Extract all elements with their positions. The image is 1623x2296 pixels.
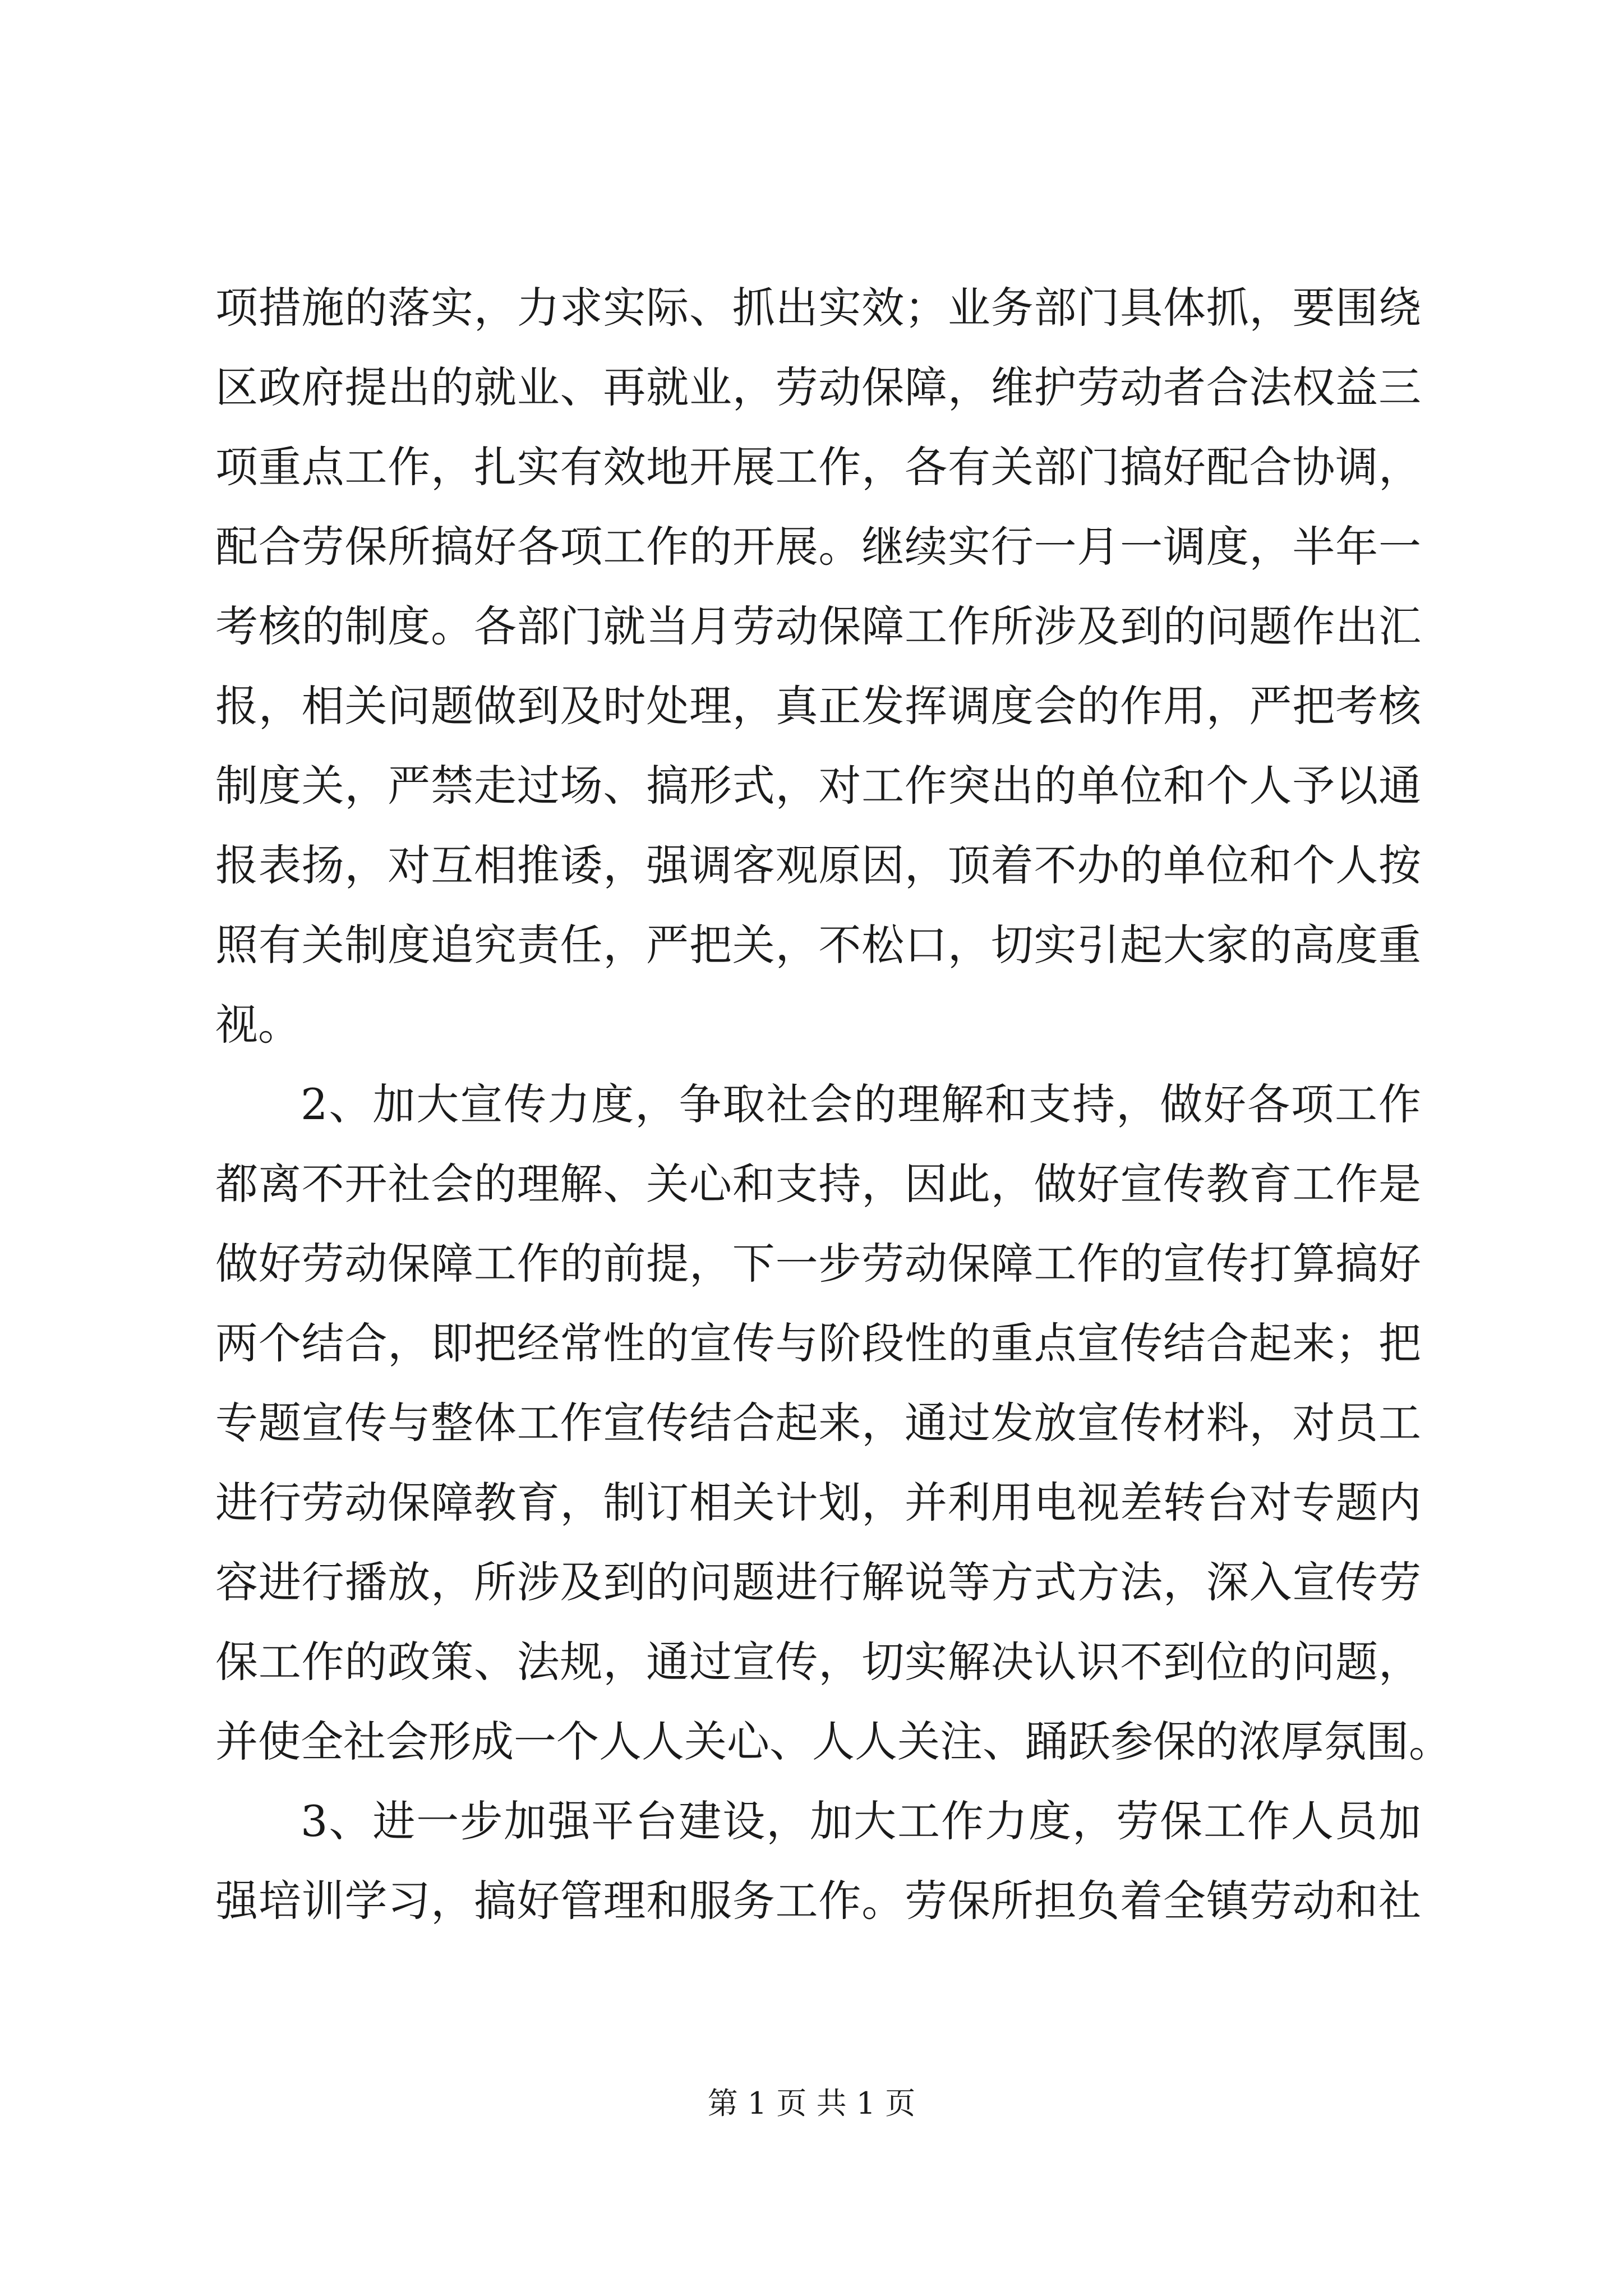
text-line: 区政府提出的就业、再就业，劳动保障，维护劳动者合法权益三 xyxy=(215,362,1421,412)
text-line: 强培训学习，搞好管理和服务工作。劳保所担负着全镇劳动和社 xyxy=(215,1876,1421,1926)
text-line: 都离不开社会的理解、关心和支持，因此，做好宣传教育工作是 xyxy=(215,1159,1421,1209)
text-line: 两个结合，即把经常性的宣传与阶段性的重点宣传结合起来；把 xyxy=(215,1318,1421,1368)
text-line: 2、加大宣传力度，争取社会的理解和支持，做好各项工作 xyxy=(301,1079,1421,1129)
text-line: 制度关，严禁走过场、搞形式，对工作突出的单位和个人予以通 xyxy=(215,761,1421,811)
text-line: 专题宣传与整体工作宣传结合起来，通过发放宣传材料，对员工 xyxy=(215,1398,1421,1448)
text-line: 做好劳动保障工作的前提，下一步劳动保障工作的宣传打算搞好 xyxy=(215,1239,1421,1289)
page-number: 第 1 页 共 1 页 xyxy=(707,2086,916,2121)
text-line: 项重点工作，扎实有效地开展工作，各有关部门搞好配合协调， xyxy=(215,442,1421,492)
text-line: 容进行播放，所涉及到的问题进行解说等方式方法，深入宣传劳 xyxy=(215,1557,1421,1607)
text-line: 进行劳动保障教育，制订相关计划，并利用电视差转台对专题内 xyxy=(215,1478,1421,1527)
text-line: 项措施的落实，力求实际、抓出实效；业务部门具体抓，要围绕 xyxy=(215,283,1421,333)
text-line: 保工作的政策、法规，通过宣传，切实解决认识不到位的问题， xyxy=(215,1637,1421,1687)
text-line: 3、进一步加强平台建设，加大工作力度，劳保工作人员加 xyxy=(301,1796,1421,1846)
text-line: 视。 xyxy=(215,1000,301,1050)
text-line: 并使全社会形成一个人人关心、人人关注、踊跃参保的浓厚氛围。 xyxy=(215,1717,1451,1766)
text-line: 配合劳保所搞好各项工作的开展。继续实行一月一调度，半年一 xyxy=(215,522,1421,572)
text-line: 报，相关问题做到及时处理，真正发挥调度会的作用，严把考核 xyxy=(215,681,1421,731)
text-line: 照有关制度追究责任，严把关，不松口，切实引起大家的高度重 xyxy=(215,920,1421,970)
text-line: 报表扬，对互相推诿，强调客观原因，顶着不办的单位和个人按 xyxy=(215,840,1421,890)
document-body xyxy=(215,268,1451,1941)
page-footer xyxy=(0,2084,1623,2123)
text-line: 考核的制度。各部门就当月劳动保障工作所涉及到的问题作出汇 xyxy=(215,601,1421,651)
